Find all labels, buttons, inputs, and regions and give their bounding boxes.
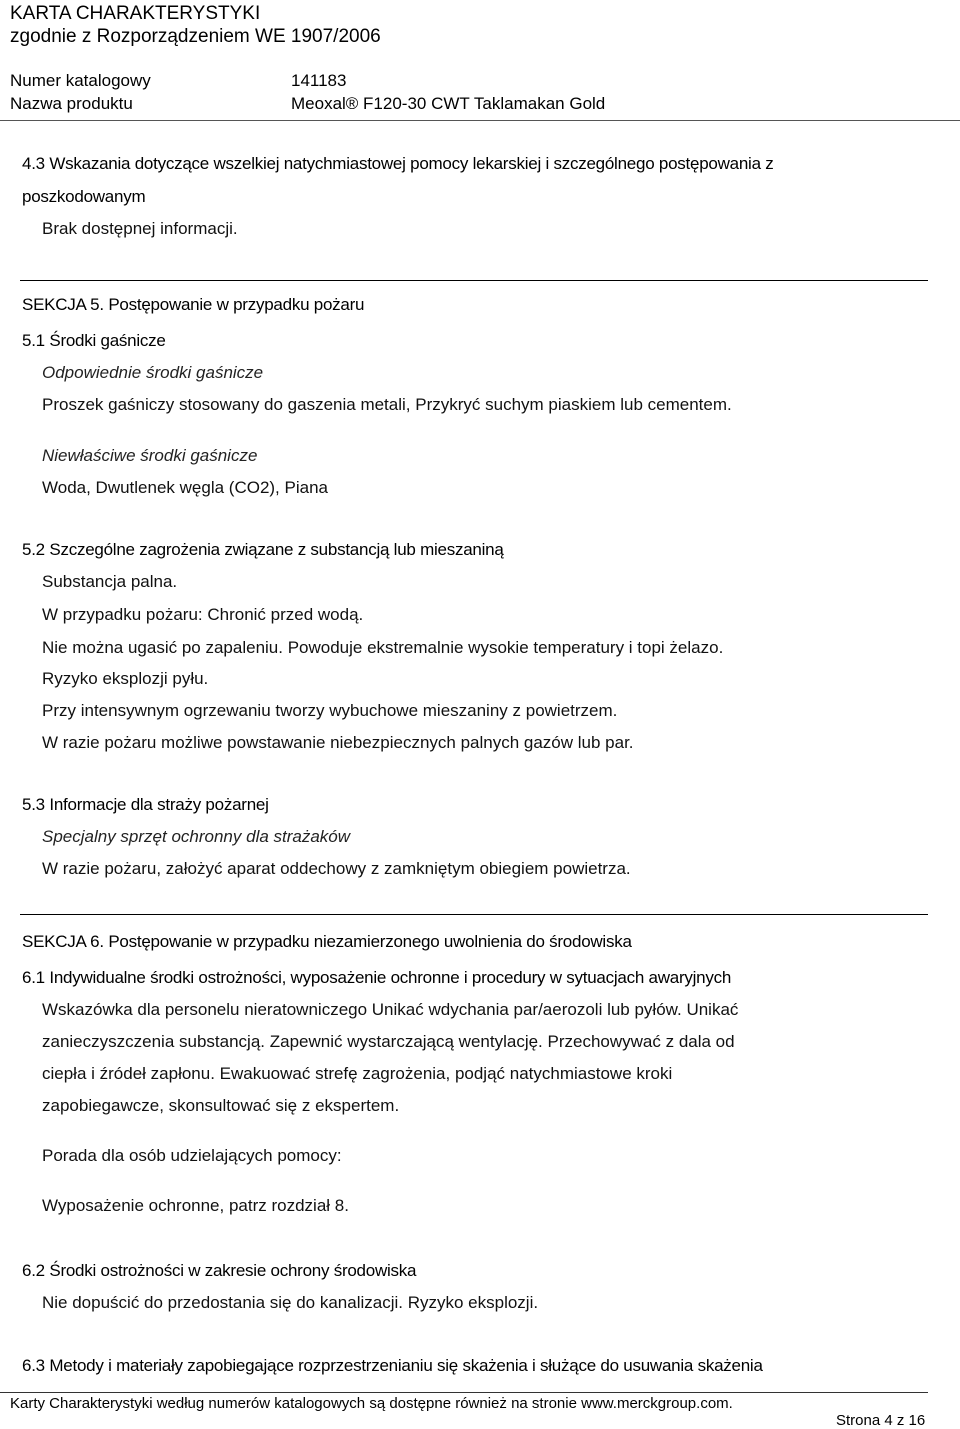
regulation-line: zgodnie z Rozporządzeniem WE 1907/2006 xyxy=(10,26,381,47)
document-title: KARTA CHARAKTERYSTYKI xyxy=(10,3,261,24)
firefighter-equipment-label: Specjalny sprzęt ochronny dla strażaków xyxy=(42,827,351,846)
header-divider xyxy=(0,120,960,121)
section-6-1-heading: 6.1 Indywidualne środki ostrożności, wyposażenie ochronne i procedury w sytuacjach awaryjnych xyxy=(22,968,732,987)
section-6-2-text: Nie dopuścić do przedostania się do kanalizacji. Ryzyko eksplozji. xyxy=(42,1293,539,1312)
first-aider-advice: Porada dla osób udzielających pomocy: xyxy=(42,1146,342,1165)
hazard-line: Ryzyko eksplozji pyłu. xyxy=(42,669,209,688)
section-5-1-heading: 5.1 Środki gaśnicze xyxy=(22,331,166,350)
catalog-number-value: 141183 xyxy=(291,71,347,90)
hazard-line: Nie można ugasić po zapaleniu. Powoduje ekstremalnie wysokie temperatury i topi żelazo. xyxy=(42,638,724,657)
section-4-3-text: Brak dostępnej informacji. xyxy=(42,219,238,238)
suitable-media-label: Odpowiednie środki gaśnicze xyxy=(42,363,264,382)
precaution-line: Wskazówka dla personelu nieratowniczego Unikać wdychania par/aerozoli lub pyłów. Unikać xyxy=(42,1000,739,1019)
section-5-3-heading: 5.3 Informacje dla straży pożarnej xyxy=(22,795,269,814)
section-5-2-heading: 5.2 Szczególne zagrożenia związane z substancją lub mieszaniną xyxy=(22,540,504,559)
section-6-title: SEKCJA 6. Postępowanie w przypadku niezamierzonego uwolnienia do środowiska xyxy=(22,932,632,951)
section-6-divider xyxy=(20,914,928,915)
precaution-line: zanieczyszczenia substancją. Zapewnić wystarczającą wentylację. Przechowywać z dala od xyxy=(42,1032,735,1051)
hazard-line: Przy intensywnym ogrzewaniu tworzy wybuchowe mieszaniny z powietrzem. xyxy=(42,701,618,720)
section-5-divider xyxy=(20,280,928,281)
hazard-line: W przypadku pożaru: Chronić przed wodą. xyxy=(42,605,364,624)
protective-equipment-note: Wyposażenie ochronne, patrz rozdział 8. xyxy=(42,1196,349,1215)
precaution-line: ciepła i źródeł zapłonu. Ewakuować strefę zagrożenia, podjąć natychmiastowe kroki xyxy=(42,1064,673,1083)
firefighter-equipment-text: W razie pożaru, założyć aparat oddechowy z zamkniętym obiegiem powietrza. xyxy=(42,859,631,878)
unsuitable-media-text: Woda, Dwutlenek węgla (CO2), Piana xyxy=(42,478,328,497)
footer-note: Karty Charakterystyki według numerów katalogowych są dostępne również na stronie www.merckgroup.com. xyxy=(10,1395,733,1412)
product-name-label: Nazwa produktu xyxy=(10,94,133,113)
page-number: Strona 4 z 16 xyxy=(836,1412,926,1429)
catalog-number-label: Numer katalogowy xyxy=(10,71,151,90)
section-6-2-heading: 6.2 Środki ostrożności w zakresie ochrony środowiska xyxy=(22,1261,417,1280)
hazard-line: Substancja palna. xyxy=(42,572,178,591)
precaution-line: zapobiegawcze, skonsultować się z ekspertem. xyxy=(42,1096,400,1115)
section-5-title: SEKCJA 5. Postępowanie w przypadku pożaru xyxy=(22,295,365,314)
section-6-3-heading: 6.3 Metody i materiały zapobiegające rozprzestrzenianiu się skażenia i służące do usuwania skażenia xyxy=(22,1356,763,1375)
suitable-media-text: Proszek gaśniczy stosowany do gaszenia metali, Przykryć suchym piaskiem lub cementem. xyxy=(42,395,732,414)
product-name-value: Meoxal® F120-30 CWT Taklamakan Gold xyxy=(291,94,606,113)
section-4-3-heading-line1: 4.3 Wskazania dotyczące wszelkiej natychmiastowej pomocy lekarskiej i szczególnego postępowania z xyxy=(22,154,774,173)
hazard-line: W razie pożaru możliwe powstawanie niebezpiecznych palnych gazów lub par. xyxy=(42,733,634,752)
footer-divider xyxy=(0,1392,928,1393)
section-4-3-heading-line2: poszkodowanym xyxy=(22,187,146,206)
unsuitable-media-label: Niewłaściwe środki gaśnicze xyxy=(42,446,258,465)
